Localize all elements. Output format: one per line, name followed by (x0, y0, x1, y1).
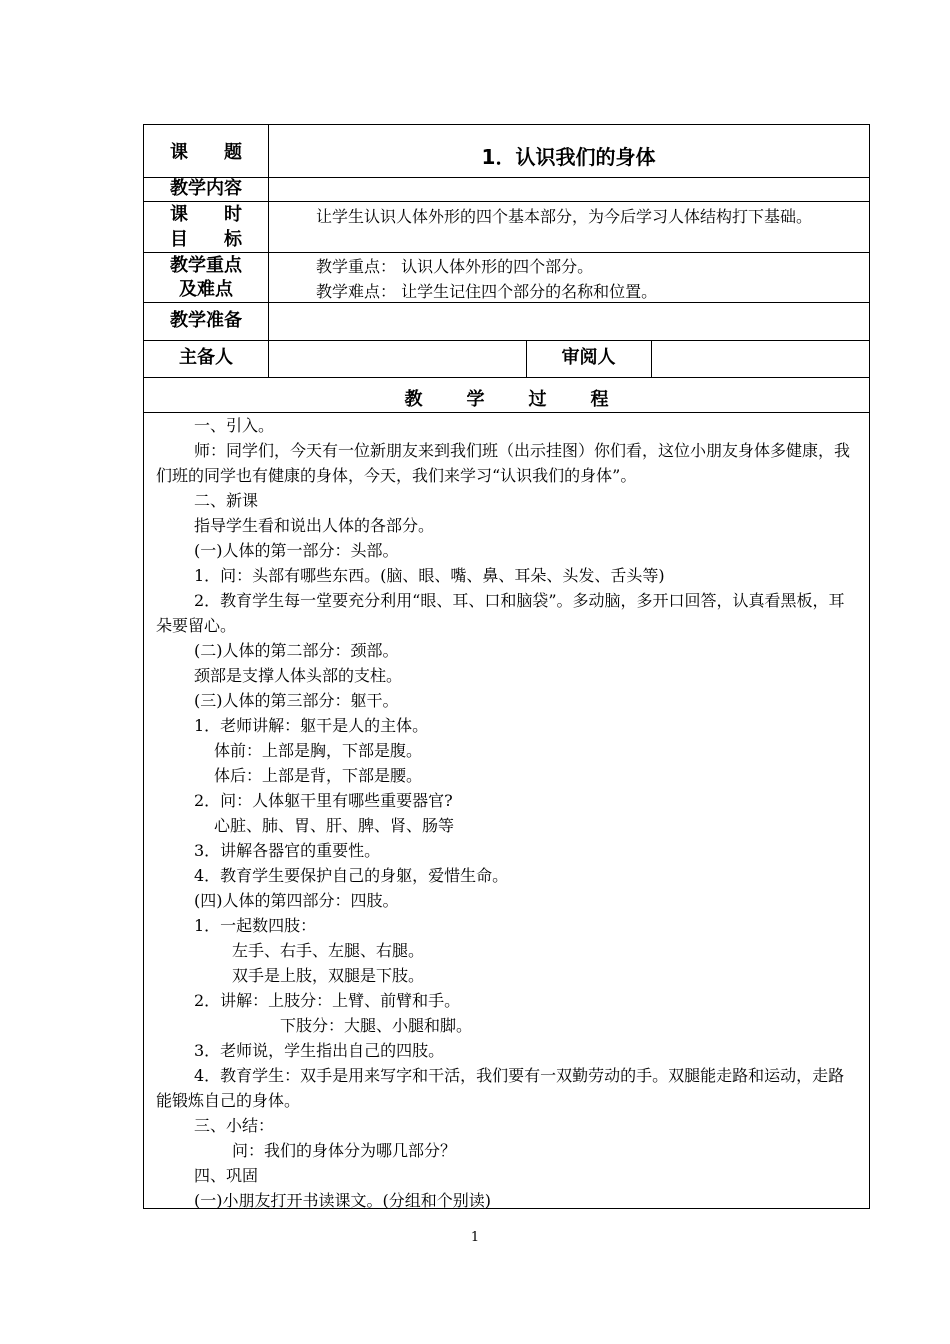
body-line: 1．老师讲解：躯干是人的主体。 (194, 716, 429, 735)
body-line: 心脏、肺、胃、肝、脾、肾、肠等 (214, 816, 455, 835)
body-line: 3．老师说，学生指出自己的四肢。 (194, 1041, 445, 1060)
body-line: 2．问：人体躯干里有哪些重要器官? (194, 791, 453, 810)
body-line: 3．讲解各器官的重要性。 (194, 841, 381, 860)
content-label: 教学内容 (170, 178, 242, 199)
reviewer-label: 审阅人 (561, 347, 616, 368)
body-line: 2．讲解：上肢分：上臂、前臂和手。 (194, 991, 461, 1010)
topic-label: 课 题 (170, 142, 242, 163)
process-heading: 教学过程 (404, 389, 653, 410)
body-line: 1．一起数四肢： (194, 916, 317, 935)
body-line: 体后：上部是背，下部是腰。 (214, 766, 423, 785)
row-divider (144, 252, 869, 253)
body-line: 1．问：头部有哪些东西。(脑、眼、嘴、鼻、耳朵、头发、舌头等) (194, 566, 665, 585)
row-divider (144, 201, 869, 202)
prep-label: 教学准备 (170, 310, 242, 331)
body-line: 颈部是支撑人体头部的支柱。 (194, 666, 403, 685)
preparer-label: 主备人 (179, 347, 233, 368)
body-line: 4．教育学生要保护自己的身躯，爱惜生命。 (194, 866, 509, 885)
objective-text: 让学生认识人体外形的四个基本部分，为今后学习人体结构打下基础。 (316, 207, 813, 226)
page-number: 1 (470, 1230, 480, 1245)
body-line: 师：同学们，今天有一位新朋友来到我们班（出示挂图）你们看，这位小朋友身体多健康，我们班的同学也有健康的身体，今天，我们来学习“认识我们的身体”。 (156, 441, 851, 485)
lesson-title: 1．认识我们的身体 (481, 145, 656, 169)
body-line: (四)人体的第四部分：四肢。 (194, 891, 399, 910)
body-line: 左手、右手、左腿、右腿。 (232, 941, 425, 960)
row-divider (144, 340, 869, 341)
body-line: 问：我们的身体分为哪几部分？ (232, 1141, 457, 1160)
row-divider (144, 377, 869, 378)
body-line: 四、巩固 (194, 1166, 259, 1185)
key-label: 教学重点 (170, 255, 242, 276)
column-divider (651, 340, 652, 377)
body-line: 指导学生看和说出人体的各部分。 (194, 516, 435, 535)
body-line: (一)人体的第一部分：头部。 (194, 541, 399, 560)
body-line: 二、新课 (194, 491, 259, 510)
period-label: 课 时 (170, 204, 242, 225)
body-line: (一)小朋友打开书读课文。(分组和个别读) (194, 1191, 491, 1210)
body-line: (三)人体的第三部分：躯干。 (194, 691, 399, 710)
body-line: 一、引入。 (194, 416, 275, 435)
body-line: 三、小结： (194, 1116, 275, 1135)
body-line: 双手是上肢，双腿是下肢。 (232, 966, 425, 985)
lesson-body (156, 413, 859, 1213)
difficulty-label: 及难点 (179, 279, 233, 300)
body-line: (二)人体的第二部分：颈部。 (194, 641, 399, 660)
lesson-plan-table (143, 124, 870, 1209)
objective-label: 目 标 (170, 229, 242, 250)
difficulty-text: 教学难点： 让学生记住四个部分的名称和位置。 (316, 282, 658, 301)
body-line: 4．教育学生：双手是用来写字和干活，我们要有一双勤劳动的手。双腿能走路和运动，走路能锻炼自己的身体。 (156, 1066, 845, 1110)
body-line: 体前：上部是胸，下部是腹。 (214, 741, 423, 760)
body-line: 2．教育学生每一堂要充分利用“眼、耳、口和脑袋”。多动脑，多开口回答，认真看黑板，耳朵要留心。 (156, 591, 845, 635)
key-point-text: 教学重点： 认识人体外形的四个部分。 (316, 257, 594, 276)
body-line: 下肢分：大腿、小腿和脚。 (280, 1016, 473, 1035)
